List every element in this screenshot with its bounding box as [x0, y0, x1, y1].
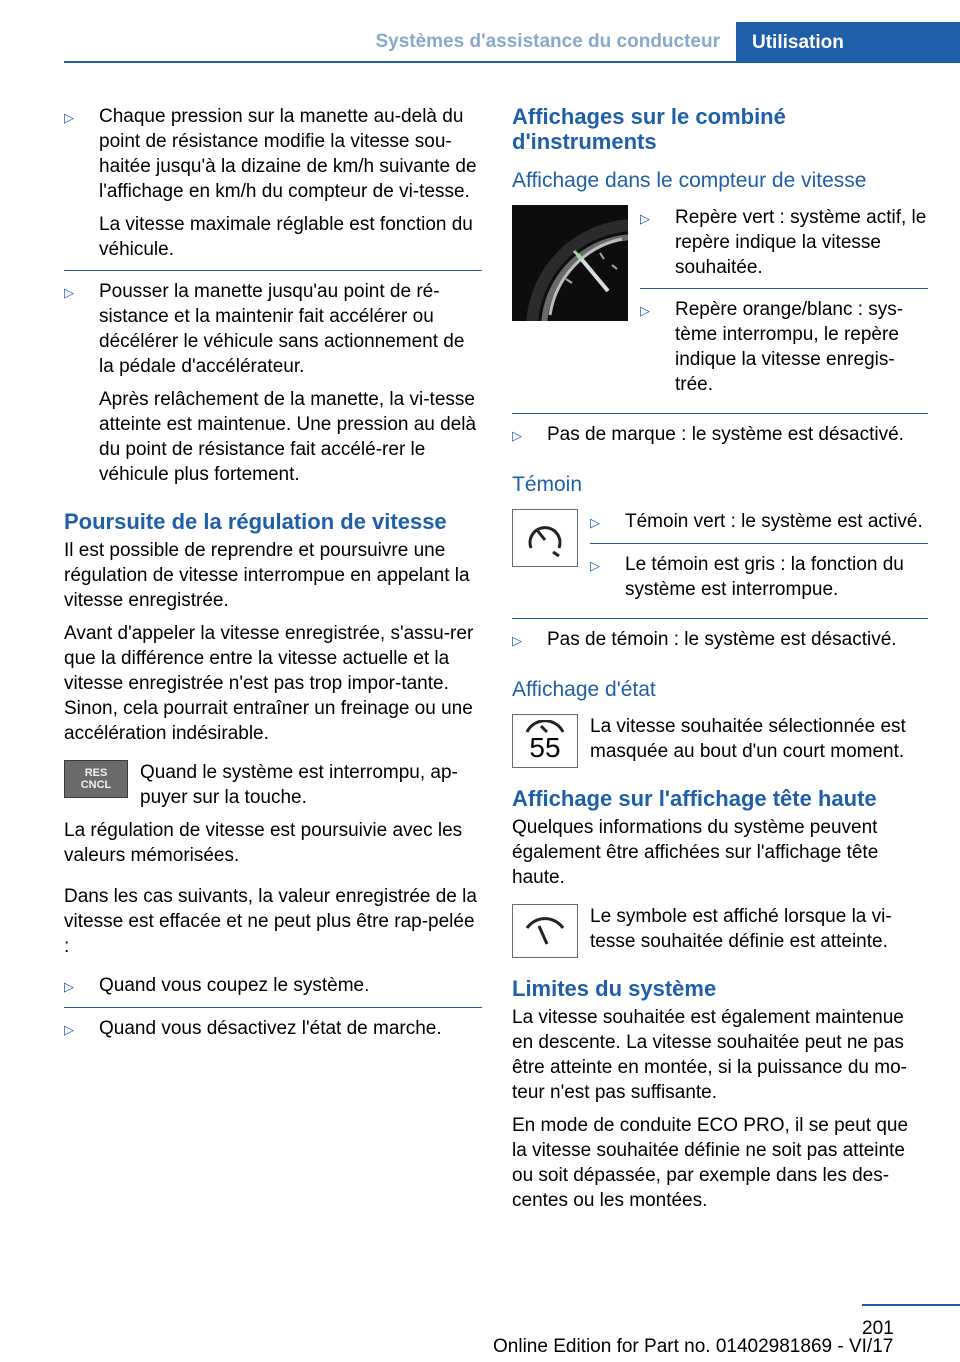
list-item-text: Pousser la manette jusqu'au point de ré-sistance et la maintenir fait accélérer ou décélérer le véhicule sans actionnement de la pédale d'accélérateur.: [99, 281, 465, 377]
indicator-row: [512, 509, 928, 610]
list-item-text: Quand vous coupez le système.: [99, 975, 370, 996]
paragraph: Dans les cas suivants, la valeur enregistrée de la vitesse est effacée et ne peut plus être rap-pelée :: [64, 886, 477, 957]
paragraph: Le symbole est affiché lorsque la vi-tesse souhaitée définie est atteinte.: [590, 906, 892, 952]
list-item: [64, 973, 482, 999]
speedometer-image: [512, 205, 628, 321]
list-item-text: Pas de marque : le système est désactivé.: [547, 424, 904, 445]
bullet-arrow-icon: ▷: [64, 979, 74, 994]
list-item: [512, 422, 928, 448]
paragraph: Il est possible de reprendre et poursuivre une régulation de vitesse interrompue en appelant la vitesse enregistrée.: [64, 540, 470, 611]
list-item: [512, 627, 928, 653]
paragraph: Avant d'appeler la vitesse enregistrée, s'assu-rer que la différence entre la vitesse actuelle et la vitesse enregistrée n'est pas trop impor-tante. Sinon, cela pourrait entraîner un freinage ou une accélération indésirable.: [64, 623, 474, 744]
paragraph: La vitesse souhaitée sélectionnée est masquée au bout d'un court moment.: [590, 716, 906, 762]
status-display-box: [512, 714, 578, 768]
bullet-arrow-icon: ▷: [64, 1022, 74, 1037]
left-column: [64, 104, 482, 1050]
paragraph: La régulation de vitesse est poursuivie avec les valeurs mémorisées.: [64, 820, 463, 866]
divider: [640, 288, 928, 289]
list-item-text: Le témoin est gris : la fonction du système est interrompue.: [625, 554, 904, 600]
status-speed-number: 55: [529, 732, 561, 763]
list-item: [590, 552, 928, 602]
bullet-arrow-icon: ▷: [590, 515, 600, 530]
subheading-speedometer: Affichage dans le compteur de vitesse: [512, 169, 867, 192]
list-item: [64, 279, 482, 487]
bullet-arrow-icon: ▷: [512, 633, 522, 648]
section-heading-hud: Affichage sur l'affichage tête haute: [512, 786, 877, 811]
divider: [512, 413, 928, 414]
cncl-label: CNCL: [80, 779, 112, 791]
paragraph: En mode de conduite ECO PRO, il se peut que la vitesse souhaitée définie ne soit pas atteinte ou soit dépassée, par exemple dans les des-centes ou les montées.: [512, 1115, 909, 1211]
list-item: [590, 509, 928, 535]
list-item: [640, 297, 928, 397]
speedometer-row: [512, 205, 928, 405]
page-number: 201: [862, 1318, 894, 1339]
indicator-lamp-box: [512, 509, 578, 567]
bullet-arrow-icon: ▷: [64, 285, 74, 300]
res-cncl-row: [64, 760, 482, 810]
list-item-note: La vitesse maximale réglable est fonction du véhicule.: [99, 214, 473, 260]
paragraph: Quand le système est interrompu, ap-puyer sur la touche.: [140, 762, 458, 808]
list-item-note: Après relâchement de la manette, la vi-tesse atteinte est maintenue. Une pression au delà du point de résistance fait accélé-rer le véhicule plus fortement.: [99, 389, 477, 485]
list-item-text: Repère vert : système actif, le repère indique la vitesse souhaitée.: [675, 207, 927, 278]
section-heading-resume: Poursuite de la régulation de vitesse: [64, 509, 447, 534]
bullet-arrow-icon: ▷: [640, 211, 650, 226]
divider: [64, 270, 482, 271]
divider: [64, 1007, 482, 1008]
list-item-text: Repère orange/blanc : sys-tème interrompu, le repère indique la vitesse enregis-trée.: [675, 299, 904, 395]
edition-footer: Online Edition for Part no. 01402981869 - VI/17: [493, 1336, 894, 1357]
header-section-title: Systèmes d'assistance du conducteur: [375, 31, 720, 52]
list-item: [640, 205, 928, 280]
cruise-control-icon: [523, 518, 567, 558]
right-column: [512, 104, 928, 1221]
list-item: [64, 104, 482, 262]
paragraph: Quelques informations du système peuvent également être affichées sur l'affichage tête haute.: [512, 817, 879, 888]
section-heading-displays: Affichages sur le combiné d'instruments: [512, 104, 786, 154]
subheading-status: Affichage d'état: [512, 678, 656, 701]
bullet-arrow-icon: ▷: [512, 428, 522, 443]
list-item-text: Pas de témoin : le système est désactivé.: [547, 629, 897, 650]
header-rule: [64, 61, 960, 63]
hud-symbol-box: [512, 904, 578, 958]
subheading-indicator: Témoin: [512, 473, 583, 496]
divider: [590, 543, 928, 544]
res-label: RES: [84, 767, 108, 779]
section-heading-limits: Limites du système: [512, 976, 717, 1001]
bullet-arrow-icon: ▷: [64, 110, 74, 125]
list-item: [64, 1016, 482, 1042]
list-item-text: Quand vous désactivez l'état de marche.: [99, 1018, 442, 1039]
hud-speed-reached-icon: [523, 914, 567, 948]
res-cncl-button-icon: [64, 760, 128, 798]
bullet-arrow-icon: ▷: [640, 303, 650, 318]
list-item-text: Témoin vert : le système est activé.: [625, 511, 923, 532]
list-item-text: Chaque pression sur la manette au-delà du point de résistance modifie la vitesse sou-haitée jusqu'à la dizaine de km/h suivante de l'affichage en km/h du compteur de vi-tesse.: [99, 106, 477, 202]
paragraph: La vitesse souhaitée est également maintenue en descente. La vitesse souhaitée peut ne pas être atteinte en montée, si la puissance du mo-teur n'est pas suffisante.: [512, 1007, 908, 1103]
hud-row: [512, 904, 928, 958]
divider: [512, 618, 928, 619]
bullet-arrow-icon: ▷: [590, 558, 600, 573]
footer-rule: [862, 1304, 960, 1306]
header-chapter-tab: Utilisation: [736, 22, 960, 62]
status-row: [512, 714, 928, 768]
